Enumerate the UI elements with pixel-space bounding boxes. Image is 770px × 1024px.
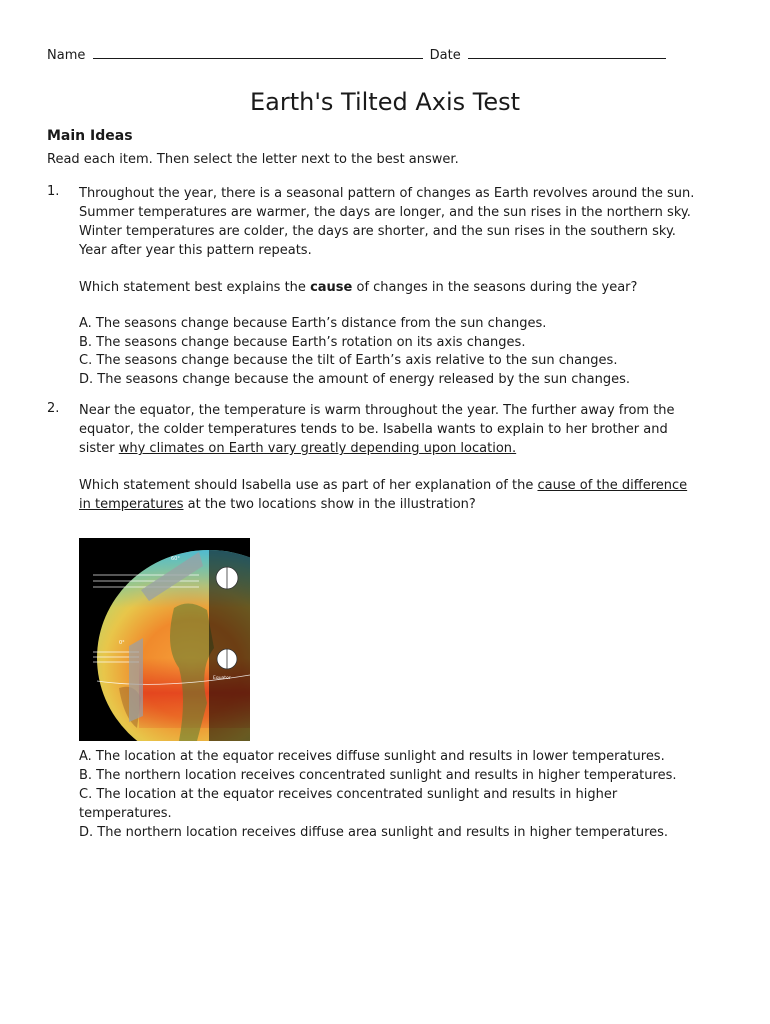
answer-option-d[interactable]: D. The seasons change because the amount of energy released by the sun changes. xyxy=(79,371,630,387)
question-number: 1. xyxy=(47,184,60,199)
answer-option-c-continued: temperatures. xyxy=(79,806,172,821)
question-prompt: Which statement best explains the cause of changes in the seasons during the year? xyxy=(79,280,638,295)
name-field[interactable] xyxy=(93,46,423,59)
globe-diagram xyxy=(79,538,250,741)
answer-option-d[interactable]: D. The northern location receives diffuse area sunlight and results in higher temperatures. xyxy=(79,825,669,840)
date-label: Date xyxy=(429,48,461,63)
answer-option-c[interactable]: C. The seasons change because the tilt of Earth’s axis relative to the sun changes. xyxy=(79,353,618,369)
underlined-phrase: in temperatures xyxy=(79,497,184,512)
name-label: Name xyxy=(47,48,86,63)
latitude-label-60: 60° xyxy=(171,556,180,562)
emphasis-cause: cause xyxy=(310,280,353,295)
answer-option-a[interactable]: A. The seasons change because Earth’s distance from the sun changes. xyxy=(79,316,547,331)
answer-option-b[interactable]: B. The seasons change because Earth’s rotation on its axis changes. xyxy=(79,334,526,350)
date-field[interactable] xyxy=(468,46,666,59)
underlined-phrase: cause of the difference xyxy=(537,478,688,493)
stem-line: Throughout the year, there is a seasonal pattern of changes as Earth revolves around the sun. xyxy=(79,186,695,201)
question-prompt: in temperatures at the two locations show in the illustration? xyxy=(79,497,476,512)
section-heading: Main Ideas xyxy=(47,128,133,144)
underlined-phrase: why climates on Earth vary greatly depending upon location. xyxy=(118,441,517,456)
name-date-line xyxy=(47,46,669,63)
answer-option-b[interactable]: B. The northern location receives concentrated sunlight and results in higher temperatures. xyxy=(79,768,677,783)
page-title: Earth's Tilted Axis Test xyxy=(249,88,521,116)
answer-options xyxy=(79,747,729,842)
stem-line: Near the equator, the temperature is warm throughout the year. The further away from the xyxy=(79,403,675,418)
stem-line: equator, the colder temperatures tends to be. Isabella wants to explain to her brother and xyxy=(79,422,668,437)
answer-options xyxy=(79,315,727,389)
earth-sunlight-illustration xyxy=(79,538,250,741)
instructions: Read each item. Then select the letter next to the best answer. xyxy=(47,152,459,167)
light-beam-panel-equator xyxy=(129,638,143,722)
answer-option-c[interactable]: C. The location at the equator receives concentrated sunlight and results in higher xyxy=(79,787,618,802)
question-body xyxy=(79,401,727,514)
latitude-label-0: 0° xyxy=(119,640,125,646)
question-body xyxy=(79,184,727,389)
stem-line: sister why climates on Earth vary greatly depending upon location. xyxy=(79,441,517,456)
equator-label: Equator xyxy=(213,676,231,681)
question-prompt: Which statement should Isabella use as part of her explanation of the cause of the difference xyxy=(79,478,688,493)
question-1 xyxy=(47,184,727,389)
question-number: 2. xyxy=(47,401,60,416)
question-2 xyxy=(47,401,727,514)
stem-line: Winter temperatures are colder, the days are shorter, and the sun rises in the southern sky. xyxy=(79,224,676,239)
answer-option-a[interactable]: A. The location at the equator receives diffuse sunlight and results in lower temperatures. xyxy=(79,749,665,764)
stem-line: Summer temperatures are warmer, the days are longer, and the sun rises in the northern sky. xyxy=(79,205,691,220)
stem-line: Year after year this pattern repeats. xyxy=(79,243,312,258)
